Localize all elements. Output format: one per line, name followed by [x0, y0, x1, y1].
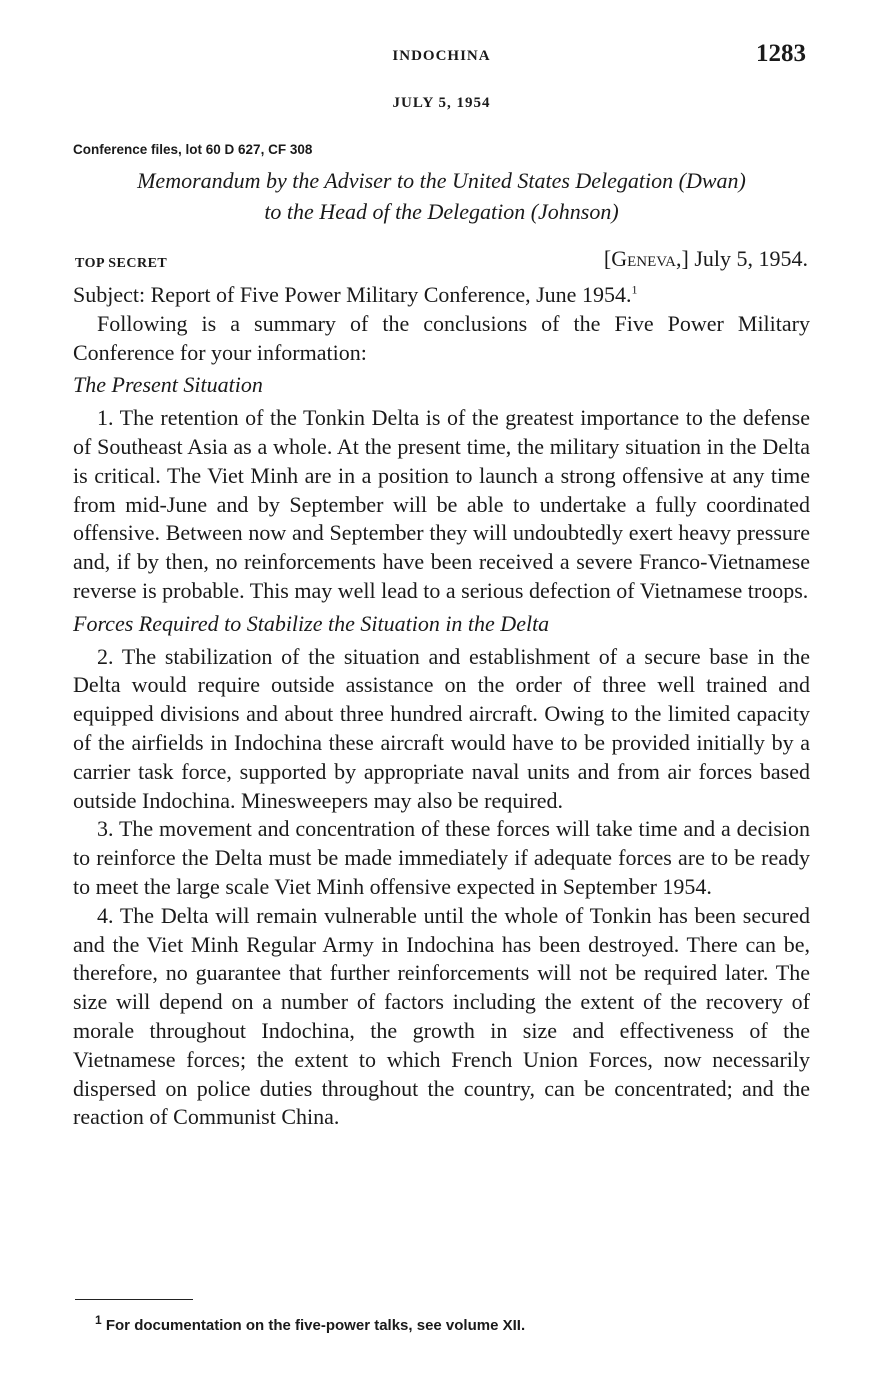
footnote-ref[interactable]: 1	[631, 282, 638, 297]
page-number: 1283	[756, 40, 806, 67]
paragraph-1: 1. The retention of the Tonkin Delta is of the greatest importance to the defense of Southeast Asia as a whole. At the present time, the military situation in the Delta is critical. The Viet Minh are in a position to launch a strong offensive at any time from mid-June and by September will be able to undertake a fully coordinated offensive. Between now and September they will undoubtedly exert heavy pressure and, if by then, no reinforcements have been received a severe Franco-Vietnamese reverse is probable. This may well lead to a serious defection of Vietnamese troops.	[73, 405, 810, 603]
subject-text: Report of Five Power Military Conference, June 1954.	[150, 282, 632, 307]
footnote-marker: 1	[95, 1313, 102, 1327]
running-head	[73, 40, 810, 74]
footnote	[95, 1313, 526, 1334]
classification-label: TOP SECRET	[75, 256, 168, 271]
document-body	[73, 281, 810, 1132]
date-heading: JULY 5, 1954	[392, 95, 491, 111]
document-title-line-2: to the Head of the Delegation (Johnson)	[264, 199, 619, 224]
paragraph-4: 4. The Delta will remain vulnerable until the whole of Tonkin has been secured and the Viet Minh Regular Army in Indochina has been destroyed. There can be, therefore, no guarantee that further reinforcements will not be required later. The size will depend on a number of factors including the extent of the recovery of morale throughout Indochina, the growth in size and effectiveness of the Vietnamese forces; the extent to which French Union Forces, now necessarily dispersed on police duties throughout the country, can be concentrated; and the reaction of Communist China.	[73, 902, 810, 1130]
dateline-date: July 5, 1954.	[694, 246, 808, 271]
source-note: Conference files, lot 60 D 627, CF 308	[73, 142, 313, 157]
document-title-line-1: Memorandum by the Adviser to the United States Delegation (Dwan)	[137, 168, 746, 193]
dateline	[604, 246, 808, 272]
footnote-divider	[75, 1299, 193, 1300]
dateline-place: [Geneva,]	[603, 246, 689, 271]
paragraph-2: 2. The stabilization of the situation and establishment of a secure base in the Delta would require outside assistance on the order of three well trained and equipped divisions and about three hundred aircraft. Owing to the limited capacity of the airfields in Indochina these aircraft would have to be provided initially by a carrier task force, supported by appropriate naval units and from air forces based outside Indochina. Minesweepers may also be required.	[73, 643, 810, 813]
running-title: INDOCHINA	[392, 48, 491, 64]
section-heading-present-situation: The Present Situation	[73, 372, 263, 398]
section-heading-forces-required: Forces Required to Stabilize the Situation in the Delta	[73, 610, 550, 636]
subject-line	[73, 281, 810, 310]
document-title	[73, 165, 810, 227]
paragraph-3: 3. The movement and concentration of these forces will take time and a decision to reinforce the Delta must be made immediately if adequate forces are to be ready to meet the large scale Viet Minh offensive expected in September 1954.	[73, 816, 810, 899]
subject-label: Subject:	[73, 282, 146, 307]
footnote-text: For documentation on the five-power talks, see volume XII.	[105, 1317, 526, 1334]
intro-paragraph: Following is a summary of the conclusions of the Five Power Military Conference for your information:	[73, 310, 810, 365]
